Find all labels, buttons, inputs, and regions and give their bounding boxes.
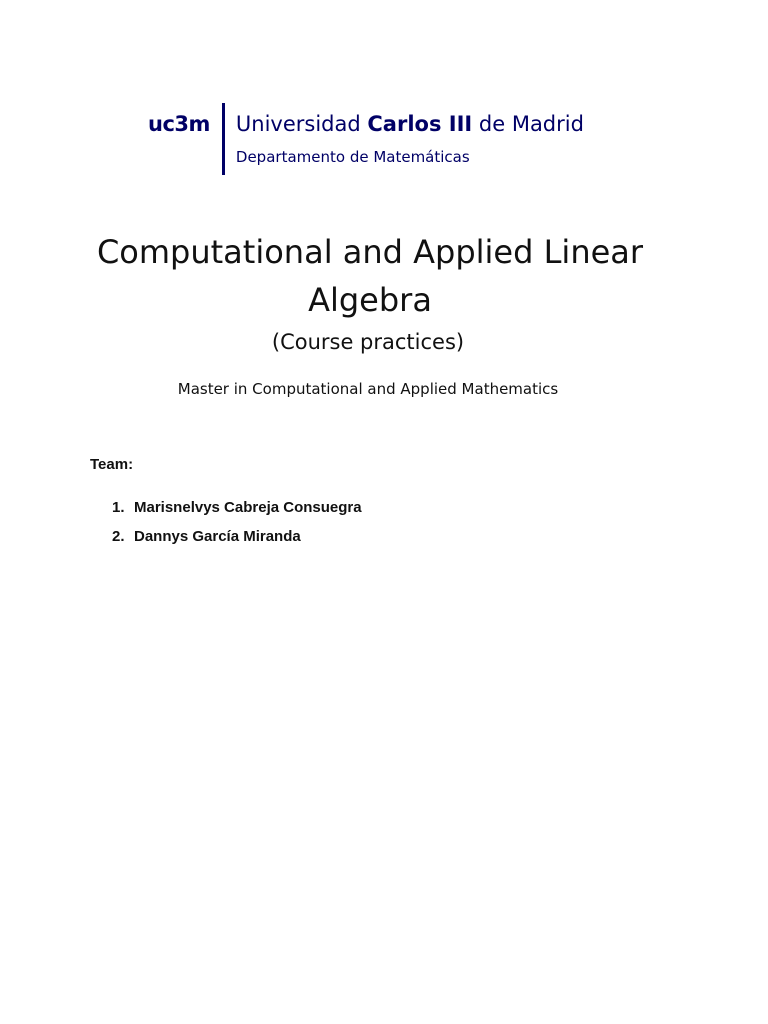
logo-text: [236, 103, 584, 167]
member-number: 2.: [112, 528, 125, 545]
department-name: Departamento de Matemáticas: [235, 148, 470, 166]
logo-mark: uc3m: [148, 112, 210, 136]
document-subtitle: (Course practices): [271, 330, 465, 354]
document-title: [0, 228, 740, 324]
team-list: [112, 497, 362, 555]
university-bold: Carlos III: [367, 112, 473, 136]
university-logo: [148, 103, 584, 175]
university-prefix: Universidad: [235, 112, 368, 136]
team-member: [112, 526, 362, 547]
member-name: Marisnelvys Cabreja Consuegra: [134, 499, 362, 516]
university-name: [236, 110, 584, 138]
title-line-2: Algebra: [308, 281, 432, 319]
program-name: Master in Computational and Applied Mathematics: [177, 380, 559, 398]
team-member: [112, 497, 362, 518]
member-number: 1.: [112, 499, 125, 516]
university-suffix: de Madrid: [472, 112, 584, 136]
title-line-1: Computational and Applied Linear: [96, 233, 644, 271]
logo-divider: [222, 103, 225, 175]
team-label: Team:: [90, 456, 134, 473]
member-name: Dannys García Miranda: [134, 528, 301, 545]
